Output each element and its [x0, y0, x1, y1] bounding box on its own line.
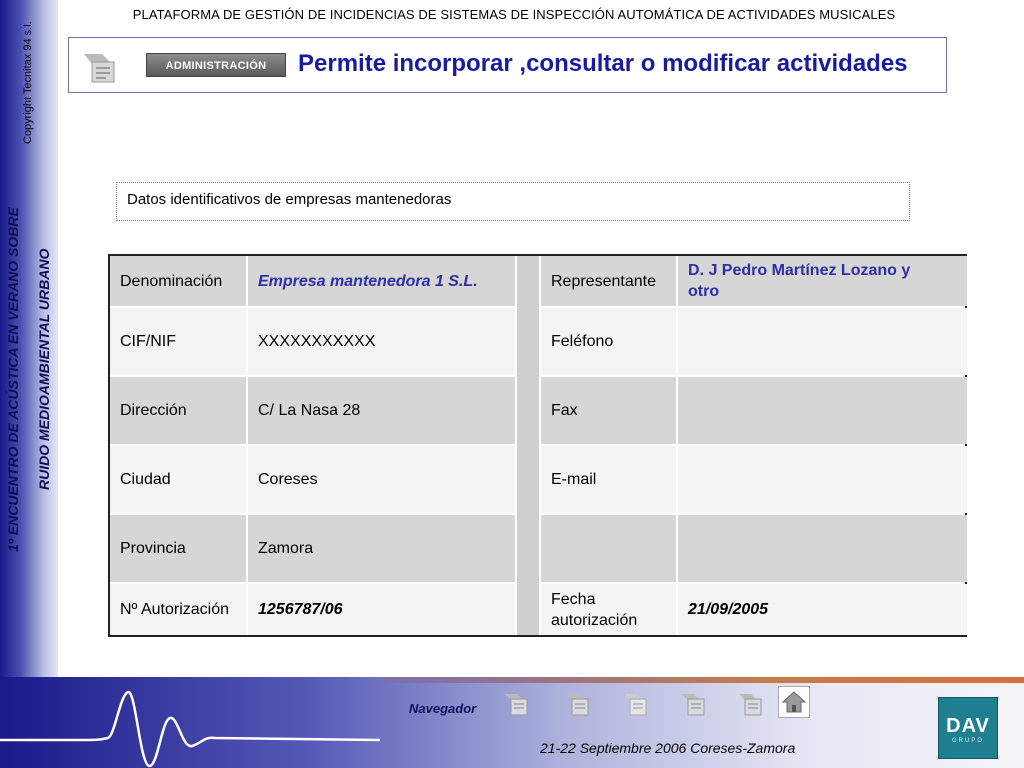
header-box	[68, 37, 947, 93]
page-title: Permite incorporar ,consultar o modificar actividades	[298, 50, 908, 77]
section-label: Datos identificativos de empresas mantenedoras	[127, 191, 452, 208]
bottom-accent-line	[380, 677, 1024, 683]
footer-date: 21-22 Septiembre 2006 Coreses-Zamora	[540, 740, 796, 756]
value-fecha-autorizacion[interactable]: 21/09/2005	[678, 584, 967, 635]
nav-doc-icon-1[interactable]	[503, 690, 529, 720]
label-cif: CIF/NIF	[110, 308, 246, 375]
value-direccion[interactable]: C/ La Nasa 28	[248, 377, 515, 444]
value-autorizacion[interactable]: 1256787/06	[248, 584, 515, 635]
value-fax[interactable]	[678, 377, 967, 444]
value-email[interactable]	[678, 446, 967, 513]
home-icon	[779, 687, 809, 717]
copyright-text: Copyright Tecnitax 94 s.l.	[22, 21, 34, 144]
label-empty	[541, 515, 676, 582]
label-fax: Fax	[541, 377, 676, 444]
event-title-line2: RUIDO MEDIOAMBIENTAL URBANO	[36, 248, 52, 490]
document-icon	[82, 48, 118, 84]
event-title-line1: 1º ENCUENTRO DE ACÚSTICA EN VERANO SOBRE	[5, 207, 21, 552]
value-denominacion[interactable]: Empresa mantenedora 1 S.L.	[248, 256, 515, 306]
label-denominacion: Denominación	[110, 256, 246, 306]
nav-doc-icon-2[interactable]	[564, 690, 590, 720]
navegador-label: Navegador	[409, 701, 477, 716]
dav-logo-sub: GRUPO	[951, 738, 984, 744]
label-fecha-autorizacion: Fecha autorización	[541, 584, 676, 635]
admin-badge[interactable]: ADMINISTRACIÓN	[146, 53, 286, 77]
waveform-graphic	[0, 680, 380, 768]
label-ciudad: Ciudad	[110, 446, 246, 513]
label-direccion: Dirección	[110, 377, 246, 444]
nav-doc-icon-3[interactable]	[622, 690, 648, 720]
value-telefono[interactable]	[678, 308, 967, 375]
label-provincia: Provincia	[110, 515, 246, 582]
company-data-table	[108, 254, 967, 637]
value-provincia[interactable]: Zamora	[248, 515, 515, 582]
value-ciudad[interactable]: Coreses	[248, 446, 515, 513]
section-box	[116, 182, 910, 221]
platform-title: PLATAFORMA DE GESTIÓN DE INCIDENCIAS DE SISTEMAS DE INSPECCIÓN AUTOMÁTICA DE ACTIVIDADES MUSICALES	[132, 7, 896, 22]
value-empty[interactable]	[678, 515, 967, 582]
nav-doc-icon-4[interactable]	[680, 690, 706, 720]
label-representante: Representante	[541, 256, 676, 306]
dav-logo-text: DAV	[946, 715, 990, 737]
value-representante[interactable]: D. J Pedro Martínez Lozano y otro	[678, 256, 967, 306]
label-telefono: Feléfono	[541, 308, 676, 375]
value-cif[interactable]: XXXXXXXXXXX	[248, 308, 515, 375]
home-button[interactable]	[778, 686, 810, 718]
label-autorizacion: Nº Autorización	[110, 584, 246, 635]
nav-doc-icon-5[interactable]	[737, 690, 763, 720]
label-email: E-mail	[541, 446, 676, 513]
dav-logo	[938, 697, 998, 759]
table-gap-column	[517, 256, 539, 635]
